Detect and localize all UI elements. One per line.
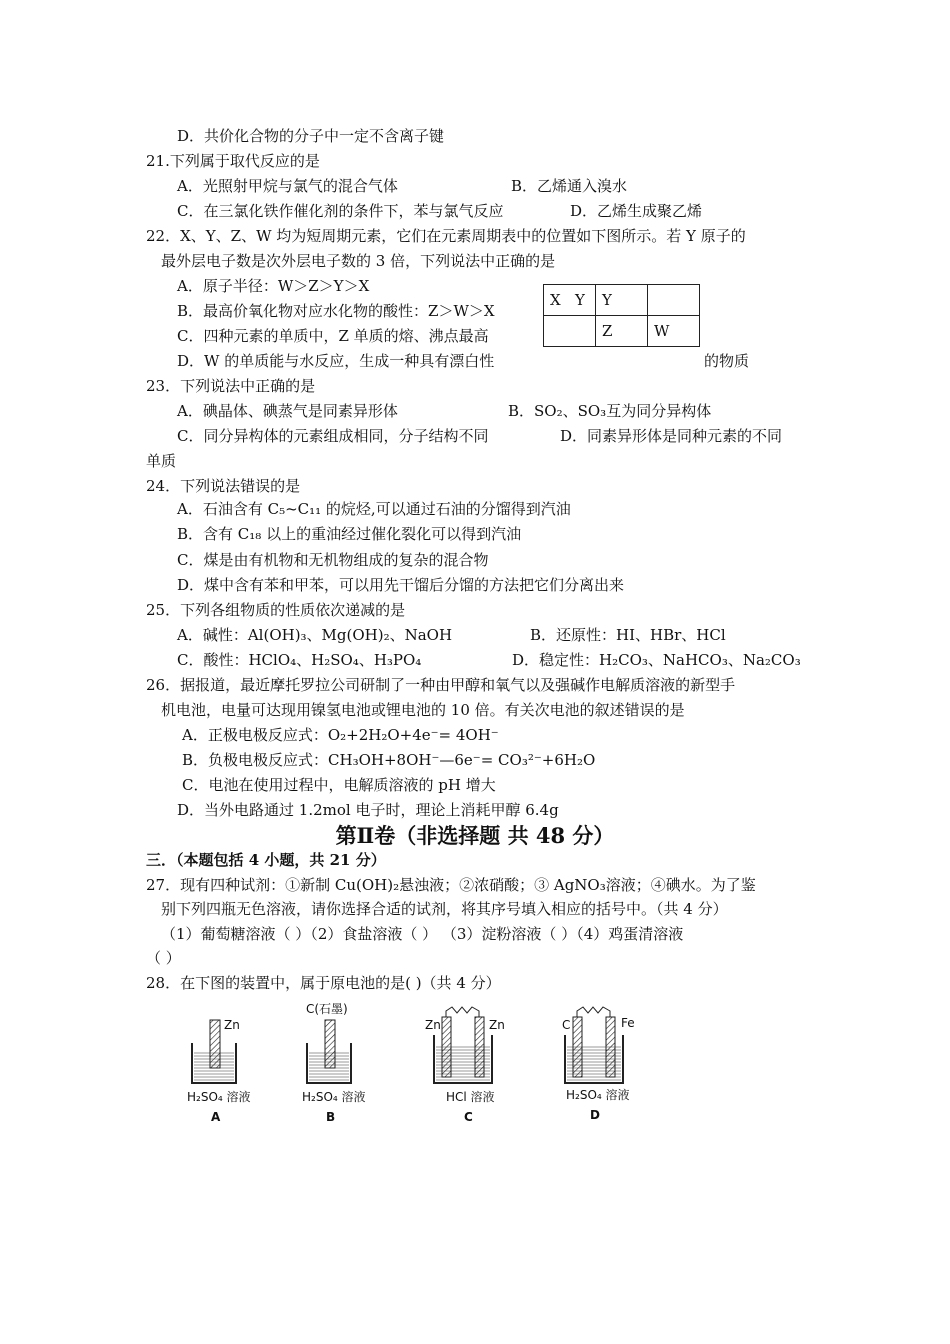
q22-option-a: A．原子半径：W＞Z＞Y＞X	[177, 277, 370, 295]
q22-stem: 22．X、Y、Z、W 均为短周期元素，它们在元素周期表中的位置如下图所示。若 Y 原子的	[146, 227, 746, 245]
q22-option-d: D．W 的单质能与水反应，生成一种具有漂白性	[177, 352, 495, 370]
section-3-heading: 三．（本题包括 4 小题，共 21 分）	[146, 851, 386, 869]
q25-option-c: C．酸性：HClO₄、H₂SO₄、H₃PO₄	[177, 651, 422, 669]
q26-option-a: A．正极电极反应式：O₂+2H₂O+4e⁻= 4OH⁻	[182, 726, 499, 744]
device-d	[565, 1007, 623, 1083]
q27-stem: 27．现有四种试剂：①新制 Cu(OH)₂悬浊液；②浓硝酸；③ AgNO₃溶液；④碘水。为了鉴	[146, 876, 756, 894]
q28-stem: 28．在下图的装置中，属于原电池的是( )（共 4 分）	[146, 974, 501, 992]
q23-option-a: A．碘晶体、碘蒸气是同素异形体	[177, 402, 398, 420]
q21-stem: 21.下列属于取代反应的是	[146, 152, 320, 170]
q22-stem-cont: 最外层电子数是次外层电子数的 3 倍，下列说法中正确的是	[161, 252, 556, 270]
galvanic-devices-figure	[170, 995, 650, 1135]
q24-option-a: A．石油含有 C₅~C₁₁ 的烷烃,可以通过石油的分馏得到汽油	[177, 500, 571, 518]
q25-option-b: B．还原性：HI、HBr、HCl	[530, 626, 726, 644]
q20-option-d: D．共价化合物的分子中一定不含离子键	[177, 127, 445, 145]
device-d-right-label: Fe	[621, 1016, 635, 1030]
q21-option-b: B．乙烯通入溴水	[511, 177, 628, 195]
grid-cell: Z	[596, 316, 648, 347]
q21-option-d: D．乙烯生成聚乙烯	[570, 202, 703, 220]
q24-option-b: B．含有 C₁₈ 以上的重油经过催化裂化可以得到汽油	[177, 525, 522, 543]
device-a-letter: A	[211, 1110, 221, 1124]
device-b-letter: B	[326, 1110, 336, 1124]
device-c-left-label: Zn	[425, 1018, 441, 1032]
q21-option-c: C．在三氯化铁作催化剂的条件下，苯与氯气反应	[177, 202, 504, 220]
grid-cell: X Y	[544, 285, 596, 316]
q26-option-d: D．当外电路通过 1.2mol 电子时，理论上消耗甲醇 6.4g	[177, 801, 559, 819]
device-a-solution-label: H₂SO₄ 溶液	[187, 1090, 251, 1104]
device-d-letter: D	[590, 1108, 600, 1122]
q25-option-d: D．稳定性：H₂CO₃、NaHCO₃、Na₂CO₃	[512, 651, 801, 669]
q27-stem-cont: 别下列四瓶无色溶液，请你选择合适的试剂，将其序号填入相应的括号中。（共 4 分）	[161, 900, 728, 918]
device-b	[307, 1020, 351, 1083]
grid-cell: Y	[596, 285, 648, 316]
q23-option-d: D．同素异形体是同种元素的不同	[560, 427, 783, 445]
q26-option-c: C．电池在使用过程中，电解质溶液的 pH 增大	[182, 776, 496, 794]
q22-option-d-tail: 的物质	[704, 352, 750, 370]
q23-stem: 23．下列说法中正确的是	[146, 377, 316, 395]
device-d-solution-label: H₂SO₄ 溶液	[566, 1088, 630, 1102]
q26-option-b: B．负极电极反应式：CH₃OH+8OH⁻—6e⁻= CO₃²⁻+6H₂O	[182, 751, 596, 769]
q23-option-d-cont: 单质	[146, 452, 177, 470]
q24-option-c: C．煤是由有机物和无机物组成的复杂的混合物	[177, 551, 489, 569]
periodic-table-grid	[543, 284, 700, 347]
q27-blanks: （1）葡萄糖溶液（ ）（2）食盐溶液（ ） （3）淀粉溶液（ ）（4）鸡蛋清溶液	[161, 925, 684, 943]
device-b-solution-label: H₂SO₄ 溶液	[302, 1090, 366, 1104]
part2-title: 第Ⅱ卷（非选择题 共 48 分）	[335, 823, 615, 848]
device-c-solution-label: HCl 溶液	[446, 1090, 495, 1104]
device-d-left-label: C	[562, 1018, 571, 1032]
q22-option-b: B．最高价氧化物对应水化物的酸性：Z＞W＞X	[177, 302, 495, 320]
q21-option-a: A．光照射甲烷与氯气的混合气体	[177, 177, 398, 195]
q22-option-c: C．四种元素的单质中，Z 单质的熔、沸点最高	[177, 327, 489, 345]
device-c-right-label: Zn	[489, 1018, 505, 1032]
q24-option-d: D．煤中含有苯和甲苯，可以用先干馏后分馏的方法把它们分离出来	[177, 576, 625, 594]
device-a-electrode-label: Zn	[224, 1018, 240, 1032]
device-c	[434, 1007, 492, 1083]
device-c-letter: C	[464, 1110, 473, 1124]
q23-option-b: B．SO₂、SO₃互为同分异构体	[508, 402, 712, 420]
q26-stem-cont: 机电池，电量可达现用镍氢电池或锂电池的 10 倍。有关次电池的叙述错误的是	[161, 701, 685, 719]
device-b-electrode-label: C(石墨)	[306, 1002, 348, 1016]
grid-cell	[648, 285, 700, 316]
q23-option-c: C．同分异构体的元素组成相同，分子结构不同	[177, 427, 489, 445]
grid-cell: W	[648, 316, 700, 347]
q25-option-a: A．碱性：Al(OH)₃、Mg(OH)₂、NaOH	[177, 626, 453, 644]
q26-stem: 26．据报道，最近摩托罗拉公司研制了一种由甲醇和氧气以及强碱作电解质溶液的新型手	[146, 676, 736, 694]
q24-stem: 24．下列说法错误的是	[146, 477, 301, 495]
q27-blanks-cont: （ ）	[146, 949, 181, 967]
grid-cell	[544, 316, 596, 347]
q25-stem: 25．下列各组物质的性质依次递减的是	[146, 601, 406, 619]
